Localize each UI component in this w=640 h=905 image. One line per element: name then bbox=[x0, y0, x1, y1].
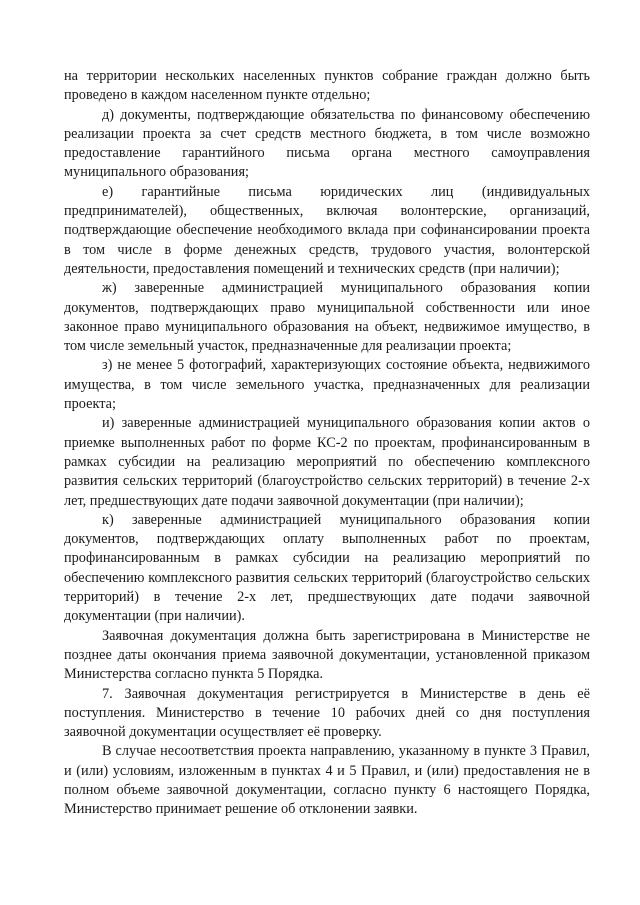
paragraph-registration-deadline: Заявочная документация должна быть зарегистрирована в Министерстве не позднее даты окончания приема заявочной документации, установленной приказом Министерства согласно пункта 5 Порядка. bbox=[64, 627, 590, 683]
paragraph-section-7: 7. Заявочная документация регистрируется в Министерстве в день её поступления. Министерство в течение 10 рабочих дней со дня поступления заявочной документации осуществляет её проверку. bbox=[64, 685, 590, 741]
paragraph-item-d: д) документы, подтверждающие обязательства по финансовому обеспечению реализации проекта за счет средств местного бюджета, в том числе возможно предоставление гарантийного письма органа местного самоуправления муниципального образования; bbox=[64, 106, 590, 181]
paragraph-item-i: и) заверенные администрацией муниципального образования копии актов о приемке выполненных работ по форме КС-2 по проектам, профинансированным в рамках субсидии на реализацию мероприятий по обеспечению комплексного развития сельских территорий (благоустройство сельских территорий) в течение 2-х лет, предшествующих дате подачи заявочной документации (при наличии); bbox=[64, 415, 590, 509]
paragraph-item-z: з) не менее 5 фотографий, характеризующих состояние объекта, недвижимого имущества, в том числе земельного участка, предназначенных для реализации проекта; bbox=[64, 357, 590, 413]
paragraph-item-k: к) заверенные администрацией муниципального образования копии документов, подтверждающих оплату выполненных работ по проектам, профинансированным в рамках субсидии на реализацию мероприятий по обеспечению комплексного развития сельских территорий (благоустройство сельских территорий) в течение 2-х лет, предшествующих дате подачи заявочной документации (при наличии). bbox=[64, 511, 590, 625]
paragraph-rejection: В случае несоответствия проекта направлению, указанному в пункте 3 Правил, и (или) условиям, изложенным в пунктах 4 и 5 Правил, и (или) предоставления не в полном объеме заявочной документации, согласно пункту 6 настоящего Порядка, Министерство принимает решение об отклонении заявки. bbox=[64, 743, 590, 818]
paragraph-item-e: е) гарантийные письма юридических лиц (индивидуальных предпринимателей), общественных, включая волонтерские, организаций, подтверждающие обеспечение необходимого вклада при софинансировании проекта в том числе в форме денежных средств, трудового участия, волонтерской деятельности, предоставления помещений и технических средств (при наличии); bbox=[64, 183, 590, 277]
paragraph-item-zh: ж) заверенные администрацией муниципального образования копии документов, подтверждающих право муниципальной собственности или иное законное право муниципального образования на объект, недвижимое имущество, в том числе земельный участок, предназначенные для реализации проекта; bbox=[64, 280, 590, 355]
document-page bbox=[64, 67, 590, 820]
paragraph-continuation: на территории нескольких населенных пунктов собрание граждан должно быть проведено в каждом населенном пункте отдельно; bbox=[64, 68, 590, 104]
